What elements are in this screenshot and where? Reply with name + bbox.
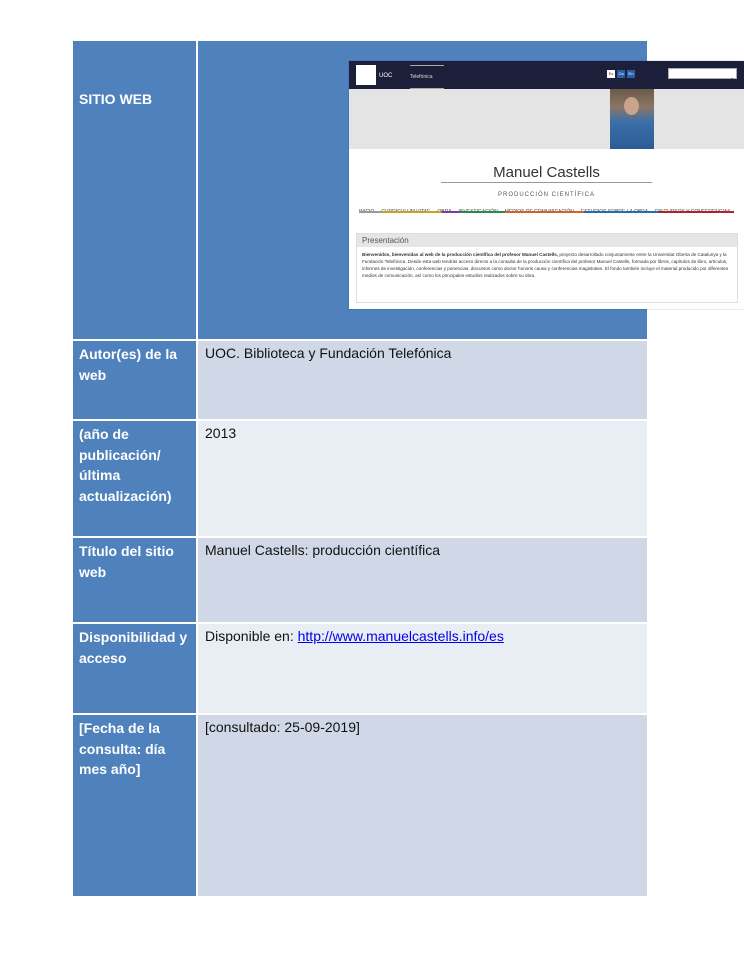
row-disponibilidad: [73, 624, 647, 713]
site-search-box: [668, 68, 737, 83]
presentation-body: proyecto desarrollado conjuntamente entre la Universitat Oberta de Catalunya y la Fundación Telefónica. Desde esta web tendrás acceso directo a la consulta de la producción científica del profesor Manuel Castells, formada por libros, capítulos de libro, artículos, informes de investigación, conferencias y ponencias, discursos como doctor honoris causa y conferencias magistrales. El fondo también incluye el material producido por diferentes medios de comunicación, así como los principales estudios realizados sobre su obra.: [362, 252, 729, 278]
nav-medios: [505, 202, 574, 224]
label-anio: (año de publicación/última actualización): [73, 421, 198, 536]
row-fecha: [73, 715, 647, 896]
banner-band: [349, 89, 744, 149]
lang-ca: Ca: [618, 71, 624, 76]
row-autor: [73, 341, 647, 419]
label-fecha: [Fecha de la consulta: día mes año]: [73, 715, 198, 896]
label-titulo: Título del sitio web: [73, 538, 198, 622]
row-sitio-web: [73, 41, 734, 339]
value-anio: 2013: [198, 421, 647, 536]
presentation-text: [357, 247, 737, 283]
nav-color-bar: [359, 211, 734, 213]
nav-obra: [437, 202, 451, 224]
presentation-heading: Presentación: [357, 234, 737, 247]
nav-cv: [381, 202, 430, 224]
nav-investigacion: [459, 202, 498, 224]
site-title: Manuel Castells: [493, 164, 600, 181]
presentation-bold: Bienvenidos, bienvenidas al web de la producción científica del profesor Manuel Castells,: [362, 252, 559, 257]
reference-table: [73, 41, 734, 896]
website-screenshot: [349, 61, 744, 309]
website-url-link[interactable]: http://www.manuelcastells.info/es: [297, 628, 504, 644]
value-disponibilidad: [198, 624, 647, 713]
value-fecha: [consultado: 25-09-2019]: [198, 715, 647, 896]
search-icon: ⌕: [730, 77, 734, 83]
value-titulo: Manuel Castells: producción científica: [198, 538, 647, 622]
nav-estudios: [581, 202, 648, 224]
label-autor: Autor(es) de la web: [73, 341, 198, 419]
site-subtitle: PRODUCCIÓN CIENTÍFICA: [497, 192, 595, 198]
website-screenshot-cell: [198, 41, 734, 339]
title-rule: [441, 182, 652, 183]
label-sitio-web: SITIO WEB: [73, 41, 198, 339]
site-nav: [359, 202, 734, 224]
row-titulo: [73, 538, 647, 622]
nav-discursos: [655, 202, 730, 224]
availability-prefix: Disponible en:: [205, 628, 298, 644]
uoc-logo: [356, 65, 376, 85]
presentation-box: [356, 233, 738, 303]
lang-en: En: [628, 71, 634, 76]
logo-text: UOC: [379, 73, 393, 79]
nav-inicio: [359, 202, 374, 224]
row-anio: [73, 421, 647, 536]
value-autor: UOC. Biblioteca y Fundación Telefónica: [198, 341, 647, 419]
portrait-photo: [610, 89, 654, 149]
partner-logo: Telefónica: [410, 65, 444, 89]
language-switcher: [607, 70, 635, 78]
label-disponibilidad: Disponibilidad y acceso: [73, 624, 198, 713]
lang-es: Es: [608, 71, 614, 76]
